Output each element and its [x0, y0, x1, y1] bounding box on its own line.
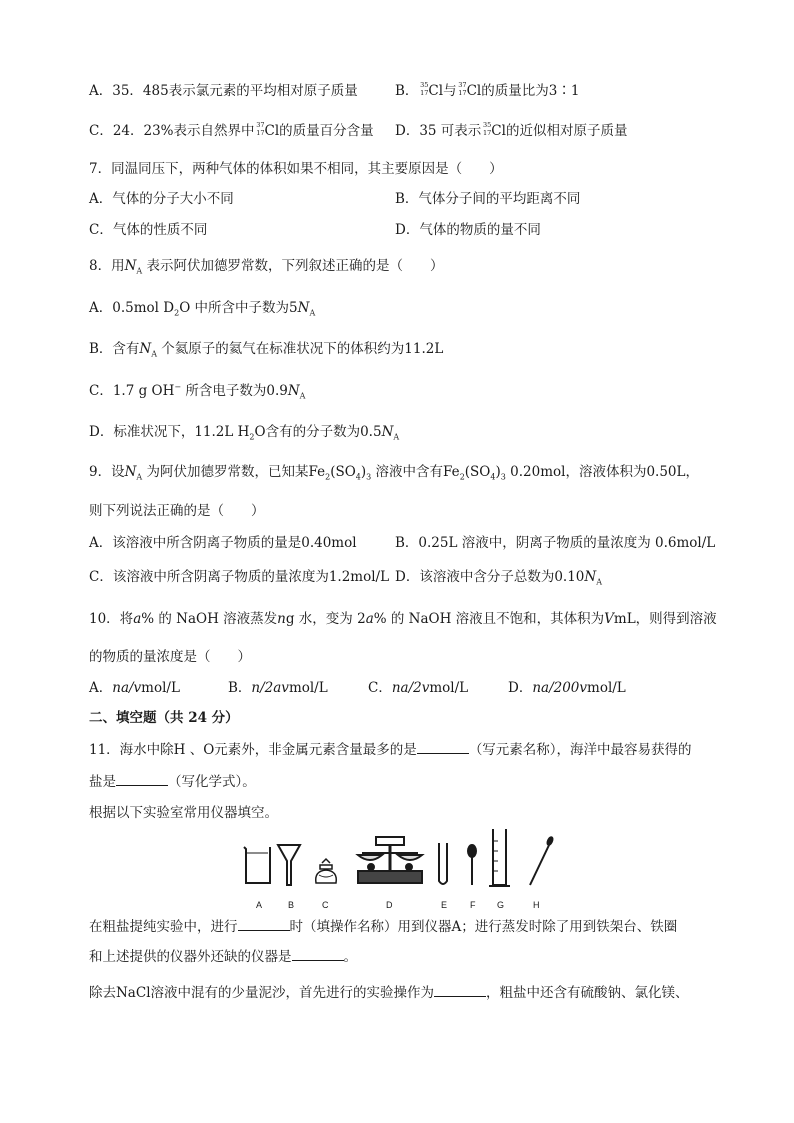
- q8-option-c: C．1.7 g OH− 所含电子数为$0.9N_A$: [89, 382, 306, 401]
- test-tube-icon: [439, 843, 447, 884]
- q11-line1: 11．海水中除H 、O元素外，非金属元素含量最多的是 （写元素名称），海洋中最容易获得的: [89, 742, 692, 758]
- q8-option-b: B．含有$N_A$ 个氦原子的氦气在标准状况下的体积约为11.2L: [89, 341, 444, 359]
- apparatus-label: A: [256, 900, 263, 910]
- q10-option-b: B．n/2avmol/L: [228, 680, 328, 696]
- q8-option-a: A．0.5mol $D_2O$ 中所含中子数为$5N_A$: [89, 300, 316, 318]
- q10-option-c: C．na/2vmol/L: [368, 680, 469, 696]
- q7-option-a: A．气体的分子大小不同: [89, 191, 234, 207]
- isotope-notation: 35 17: [420, 81, 429, 97]
- q10-stem-line2: 的物质的量浓度是（ ）: [89, 649, 251, 665]
- q10-option-a: A．na/vmol/L: [89, 680, 180, 696]
- q7-option-c: C．气体的性质不同: [89, 222, 208, 238]
- isotope-notation: 35 17: [483, 121, 492, 137]
- apparatus-label: D: [386, 900, 393, 910]
- q11-line6: 除去NaCl溶液中混有的少量泥沙，首先进行的实验操作为 ，粗盐中还含有硫酸钠、氯化镁、: [89, 985, 689, 1001]
- answer-blank[interactable]: [238, 918, 290, 931]
- q9-stem-line1: 9．设$N_A$ 为阿伏加德罗常数，已知某$Fe_2(SO_4)_3$ 溶液中含有$Fe_2(SO_4)_3$ 0.20mol，溶液体积为0.50L，: [89, 464, 699, 482]
- balance-icon: [358, 837, 422, 883]
- apparatus-label: B: [288, 900, 295, 910]
- q11-line2: 盐是 （写化学式）。: [89, 774, 256, 790]
- lab-apparatus-figure: [240, 823, 560, 893]
- alcohol-lamp-icon: [316, 859, 337, 883]
- q11-line4: 在粗盐提纯实验中，进行 时（填操作名称）用到仪器A；进行蒸发时除了用到铁架台、铁圈: [89, 919, 678, 935]
- q8-stem: 8．用$N_A$ 表示阿伏加德罗常数，下列叙述正确的是（ ）: [89, 258, 444, 276]
- q8-option-d: D．标准状况下，11.2L $H_2O$含有的分子数为$0.5N_A$: [89, 424, 400, 442]
- isotope-notation: 37 17: [256, 121, 265, 137]
- dropper-icon: [468, 845, 476, 885]
- funnel-icon: [278, 845, 300, 885]
- q9-option-c: C．该溶液中所含阴离子物质的量浓度为1.2mol/L: [89, 569, 390, 585]
- isotope-notation: 37 17: [458, 81, 467, 97]
- q7-stem: 7．同温同压下，两种气体的体积如果不相同，其主要原因是（ ）: [89, 161, 503, 177]
- graduated-cylinder-icon: [489, 829, 510, 886]
- q6-option-d: D．35 可表示 35 17 Cl的近似相对原子质量: [395, 121, 628, 139]
- apparatus-label: C: [322, 900, 329, 910]
- q9-option-a: A．该溶液中所含阴离子物质的量是0.40mol: [89, 535, 357, 551]
- q7-option-b: B．气体分子间的平均距离不同: [395, 191, 581, 207]
- q6-option-a: A．35．485表示氯元素的平均相对原子质量: [89, 83, 358, 99]
- glass-rod-icon: [530, 837, 554, 885]
- q6-option-b: B． 35 17 Cl与 37 17 Cl的质量比为3∶1: [395, 81, 580, 99]
- q9-stem-line2: 则下列说法正确的是（ ）: [89, 503, 265, 519]
- q10-stem-line1: 10．将a% 的 NaOH 溶液蒸发ng 水，变为 2a% 的 NaOH 溶液且不饱和，其体积为VmL，则得到溶液: [89, 611, 717, 627]
- answer-blank[interactable]: [417, 741, 469, 754]
- apparatus-label: E: [441, 900, 448, 910]
- q7-option-d: D．气体的物质的量不同: [395, 222, 541, 238]
- q9-option-b: B．0.25L 溶液中，阴离子物质的量浓度为 0.6mol/L: [395, 535, 716, 551]
- apparatus-label: H: [533, 900, 540, 910]
- beaker-icon: [244, 847, 270, 883]
- answer-blank[interactable]: [292, 948, 344, 961]
- q10-option-d: D．na/200vmol/L: [508, 680, 626, 696]
- q11-line3: 根据以下实验室常用仪器填空。: [89, 805, 278, 821]
- apparatus-label: G: [497, 900, 505, 910]
- q9-option-d: D．该溶液中含分子总数为$0.10N_A$: [395, 569, 602, 587]
- section-heading: 二、填空题（共 24 分）: [89, 710, 239, 726]
- q6-option-c: C．24．23%表示自然界中 37 17 Cl的质量百分含量: [89, 121, 374, 139]
- answer-blank[interactable]: [434, 984, 486, 997]
- apparatus-label: F: [470, 900, 476, 910]
- q11-line5: 和上述提供的仪器外还缺的仪器是 。: [89, 949, 357, 965]
- answer-blank[interactable]: [116, 773, 168, 786]
